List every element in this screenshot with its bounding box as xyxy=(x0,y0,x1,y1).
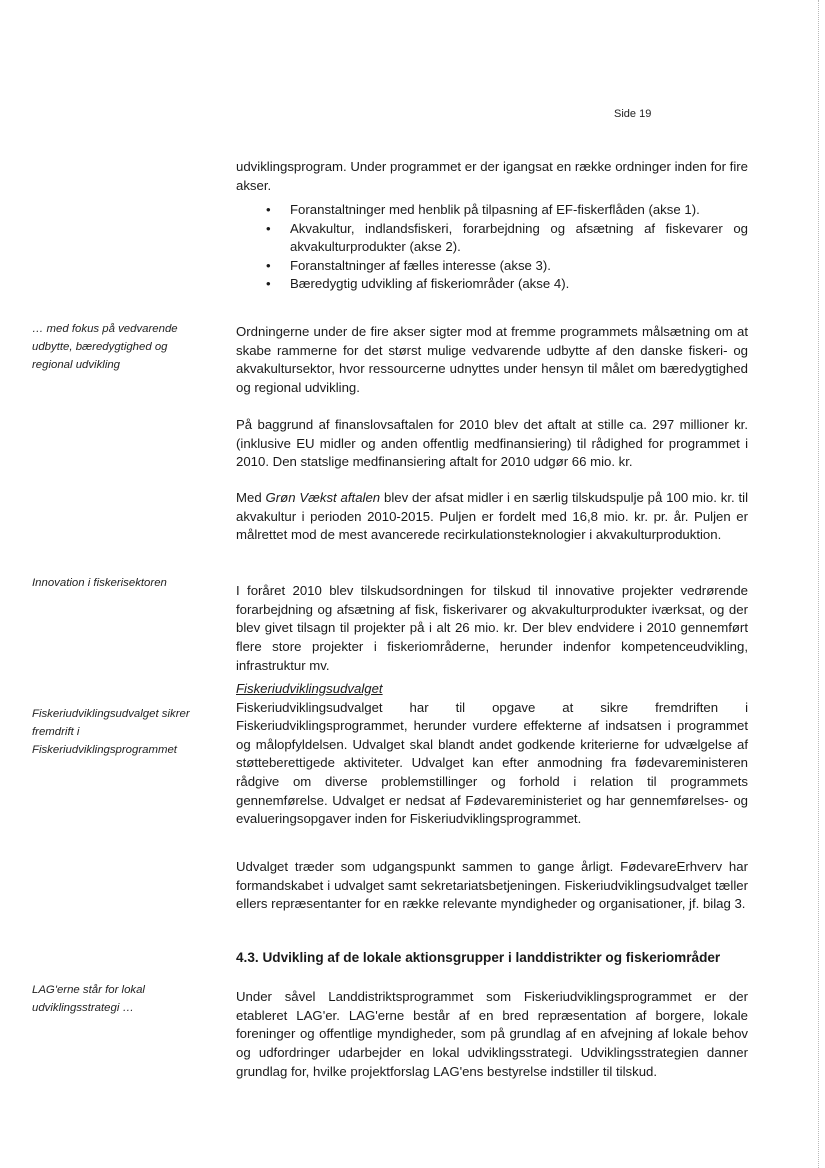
bullet-icon: • xyxy=(266,276,271,292)
paragraph-groen-vaekst: Med Grøn Vækst aftalen blev der afsat midler i en særlig tilskudspulje på 100 mio. kr. til akvakultur i perioden 2010-2015. Puljen er fordelt med 16,8 mio. kr. pr. år. Puljen er målrettet mod de mest avancerede recirkulationsteknologier i akvakulturproduktion. xyxy=(236,490,748,543)
list-item: • Foranstaltninger af fælles interesse (akse 3). xyxy=(258,257,748,276)
margin-note-innovation: Innovation i fiskerisektoren xyxy=(32,577,167,589)
subsection-heading: Fiskeriudviklingsudvalget xyxy=(236,681,383,696)
paragraph-foraaret: I foråret 2010 blev tilskudsordningen for tilskud til innovative projekter vedrørende forarbejdning og afsætning af fisk, fiskerivarer og akvakulturprodukter iværksat, og der blev givet tilsagn til projekter på i alt 26 mio. kr. Der blev endvidere i 2010 gennemført flere store projekter i fiskeriområderne, herunder indenfor kompetenceudvikling, infrastruktur mv. xyxy=(236,583,748,673)
section-fiskeriudviklingsudvalget xyxy=(236,680,748,829)
margin-note-udvalg: Fiskeriudviklingsudvalget sikrer fremdrift i Fiskeriudviklingsprogrammet xyxy=(32,708,190,756)
bullet-icon: • xyxy=(266,202,271,217)
section-heading: 4.3. Udvikling af de lokale aktionsgrupper i landdistrikter og fiskeriområder xyxy=(236,950,721,965)
paragraph-lag: Under såvel Landdistriktsprogrammet som Fiskeriudviklingsprogrammet er der etableret LAG'er. LAG'erne består af en bred repræsentation af borgere, lokale foreninger og offentlige myndigheder, som på grundlag af en afvejning af lokale behov og udfordringer udarbejder en lokal udviklingsstrategi. Udviklingsstrategien danner grundlag for, hvilke projektforslag LAG'ens bestyrelse indstiller til tilskud. xyxy=(236,989,748,1079)
paragraph-ordningerne: Ordningerne under de fire akser sigter mod at fremme programmets målsætning om at skabe rammerne for det størst mulige vedvarende udbytte af den danske fiskeri- og akvakultursektor, hvor ressourcerne udnyttes under hensyn til målet om bæredygtighed og regional udvikling. xyxy=(236,324,748,395)
page-number: Side 19 xyxy=(614,108,652,120)
paragraph-moeder: Udvalget træder som udgangspunkt sammen to gange årligt. FødevareErhverv har formandskabet i udvalget samt sekretariatsbetjeningen. Fiskeriudviklingsudvalget tæller ellers repræsentanter for en række relevante myndigheder og organisationer, jf. bilag 3. xyxy=(236,859,748,912)
akser-list xyxy=(258,201,748,294)
margin-note-lag: LAG'erne står for lokal udviklingsstrategi … xyxy=(32,984,145,1014)
paragraph-udvalg: Fiskeriudviklingsudvalget har til opgave at sikre fremdriften i Fiskeriudviklingsprogrammet, herunder vurdere effekterne af indsatsen i programmet og målopfyldelsen. Udvalget skal blandt andet godkende kriterierne for udvælgelse af støtteberettigede aktiviteter. Udvalget kan efter anmodning fra fødevareministeren rådgive om diverse problemstillinger og forhold i relation til programmets gennemførelse. Udvalget er nedsat af Fødevareministeriet og har gennemførelses- og evalueringsopgaver inden for Fiskeriudviklingsprogrammet. xyxy=(236,699,748,827)
list-item: • Foranstaltninger med henblik på tilpasning af EF-fiskerflåden (akse 1). xyxy=(258,201,748,220)
list-item: • Bæredygtig udvikling af fiskeriområder (akse 4). xyxy=(258,275,748,294)
paragraph-finanslov: På baggrund af finanslovsaftalen for 2010 blev det aftalt at stille ca. 297 millioner kr. (inklusive EU midler og anden offentlig medfinansiering) til rådighed for programmet i 2010. Den statslige medfinansiering aftalt for 2010 udgør 66 mio. kr. xyxy=(236,417,748,470)
intro-paragraph: udviklingsprogram. Under programmet er der igangsat en række ordninger inden for fire akser. xyxy=(236,159,748,193)
groen-vaekst-title: Grøn Vækst aftalen xyxy=(265,490,381,506)
list-item: • Akvakultur, indlandsfiskeri, forarbejdning og afsætning af fiskevarer og akvakulturprodukter (akse 2). xyxy=(266,220,748,255)
bullet-icon: • xyxy=(266,257,271,273)
margin-note-vedvarende: … med fokus på vedvarende udbytte, bæredygtighed og regional udvikling xyxy=(32,323,178,371)
scan-edge-line xyxy=(817,0,819,1168)
bullet-icon: • xyxy=(266,220,271,236)
